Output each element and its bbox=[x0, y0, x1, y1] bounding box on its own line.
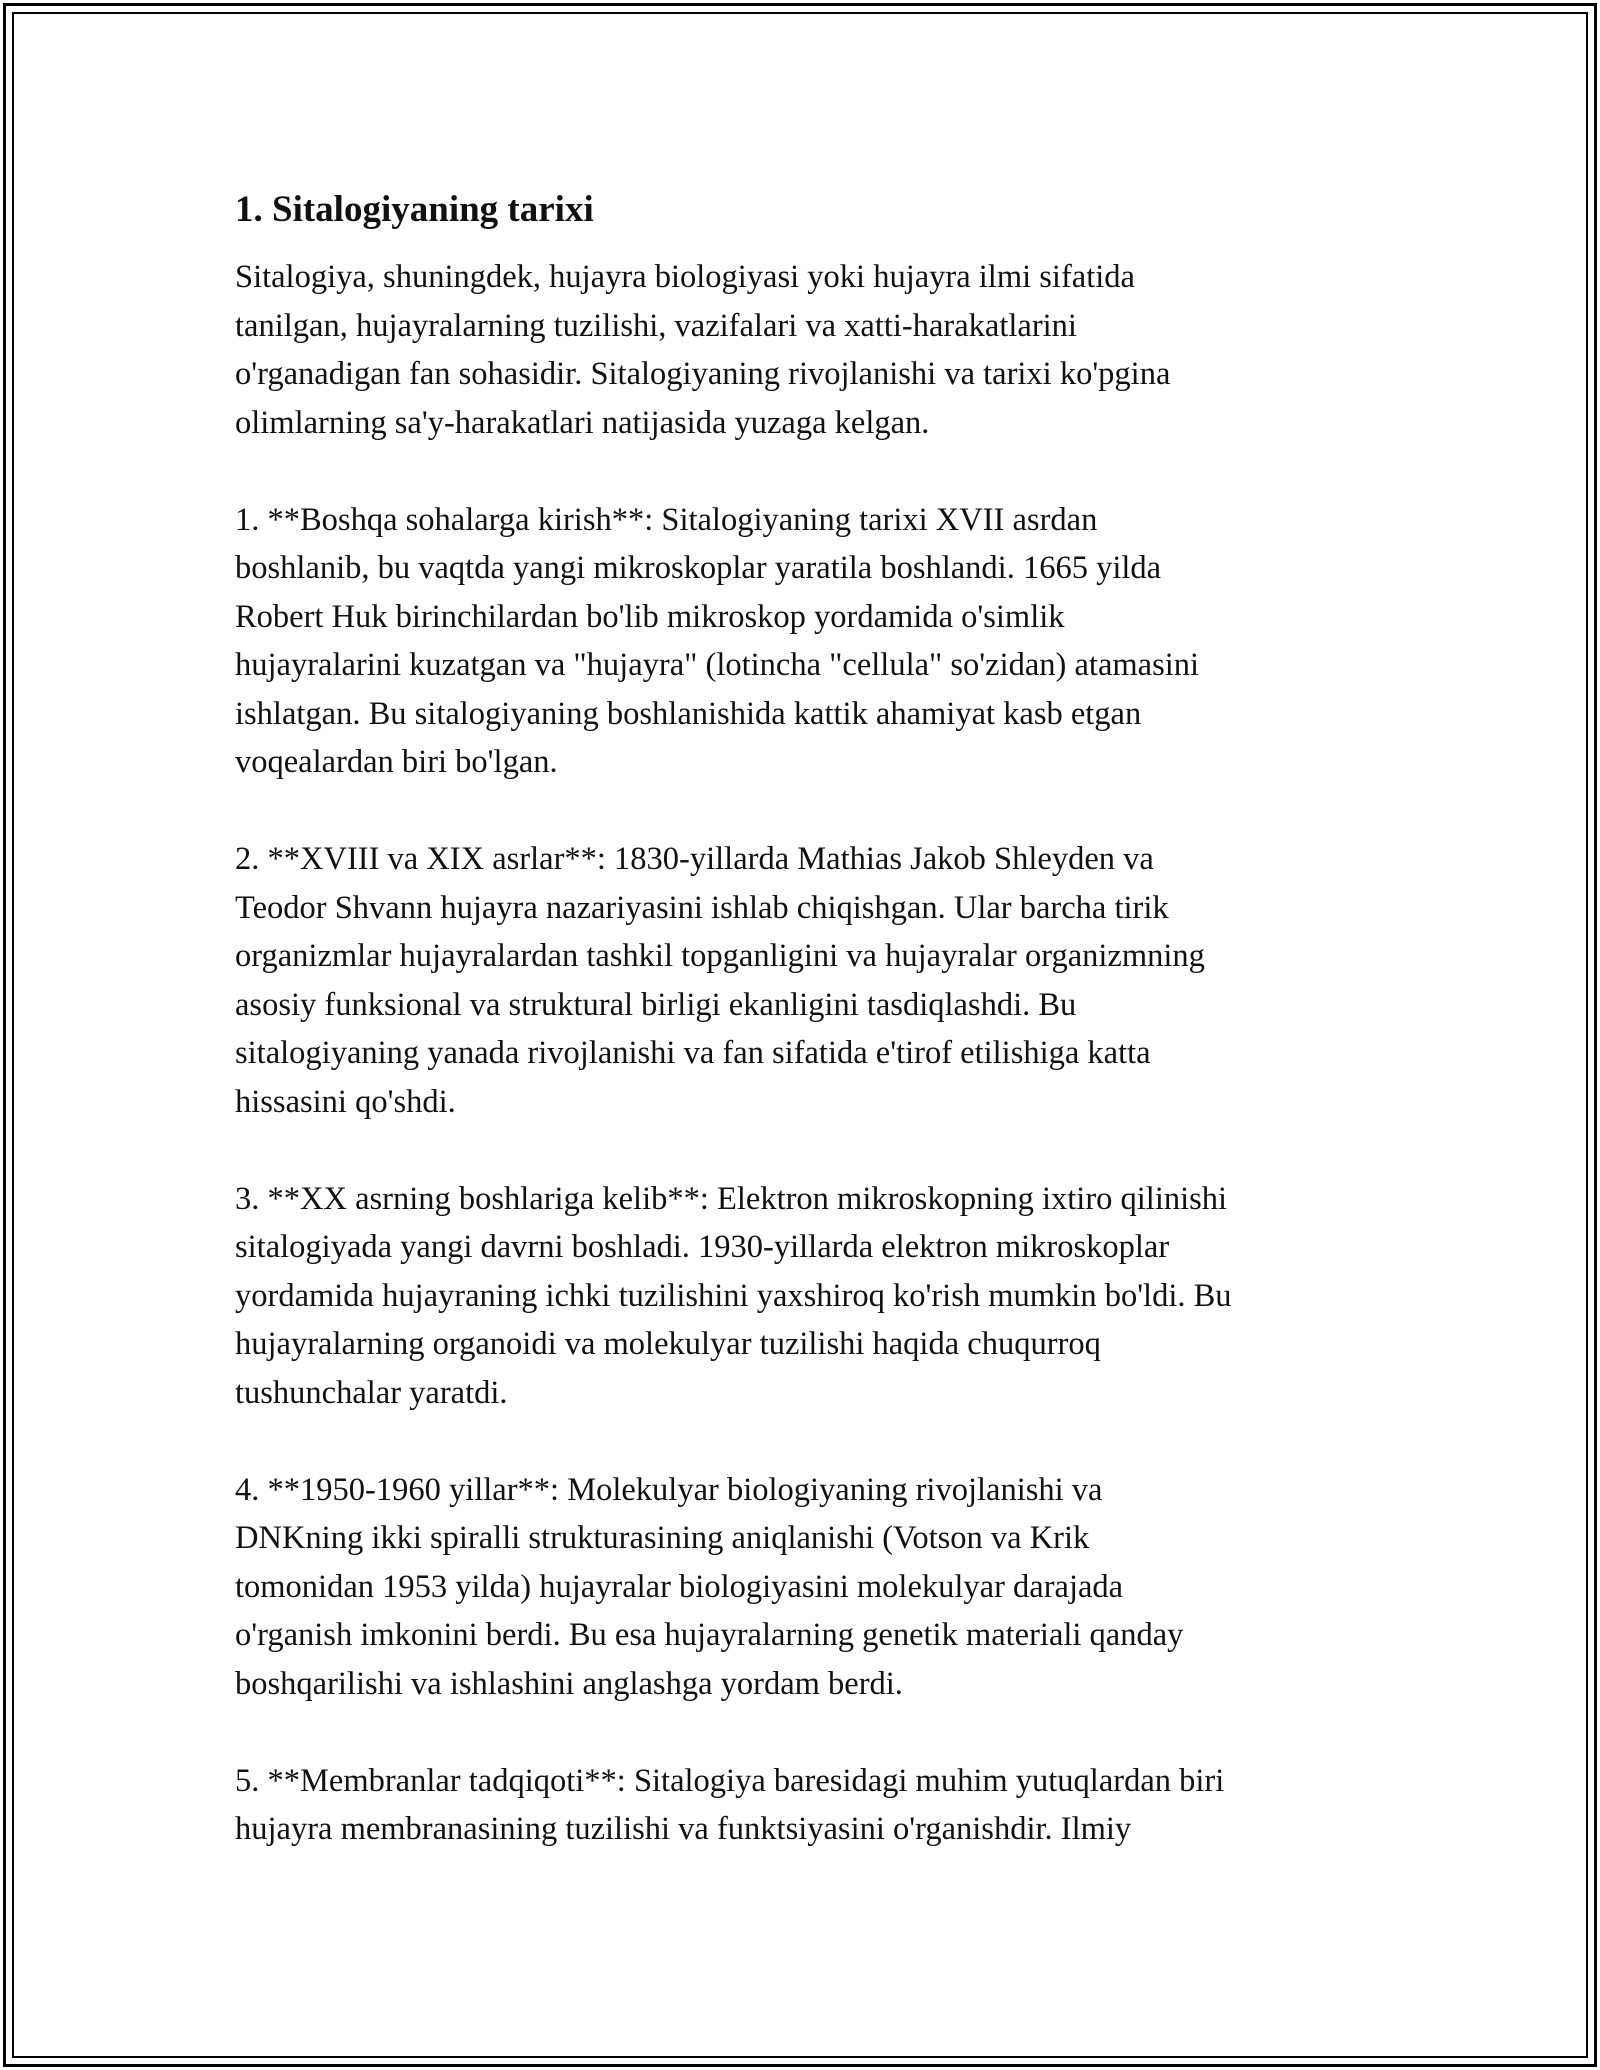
text-line: DNKning ikki spiralli strukturasining aniqlanishi (Votson va Krik bbox=[235, 1520, 1090, 1556]
text-line: sitalogiyaning yanada rivojlanishi va fan sifatida e'tirof etilishiga katta bbox=[235, 1035, 1151, 1071]
text-line: 3. **XX asrning boshlariga kelib**: Elektron mikroskopning ixtiro qilinishi bbox=[235, 1180, 1228, 1217]
list-item-5 bbox=[235, 1757, 1375, 1854]
text-line: tomonidan 1953 yilda) hujayralar biologiyasini molekulyar darajada bbox=[235, 1568, 1124, 1605]
text-line: organizmlar hujayralardan tashkil topganligini va hujayralar organizmning bbox=[235, 938, 1205, 974]
text-line: ishlatgan. Bu sitalogiyaning boshlanishida kattik ahamiyat kasb etgan bbox=[235, 695, 1142, 732]
text-line: Sitalogiya, shuningdek, hujayra biologiyasi yoki hujayra ilmi sifatida bbox=[235, 259, 1135, 295]
text-line: o'rganadigan fan sohasidir. Sitalogiyaning rivojlanishi va tarixi ko'pgina bbox=[235, 356, 1171, 392]
text-line: 4. **1950-1960 yillar**: Molekulyar biologiyaning rivojlanishi va bbox=[235, 1471, 1103, 1508]
text-line: voqealardan biri bo'lgan. bbox=[235, 744, 558, 780]
intro-paragraph bbox=[235, 253, 1375, 447]
text-line: asosiy funksional va struktural birligi ekanligini tasdiqlashdi. Bu bbox=[235, 986, 1077, 1023]
text-line: Teodor Shvann hujayra nazariyasini ishlab chiqishgan. Ular barcha tirik bbox=[235, 889, 1169, 926]
text-line: sitalogiyada yangi davrni boshladi. 1930-yillarda elektron mikroskoplar bbox=[235, 1229, 1170, 1265]
text-line: 2. **XVIII va XIX asrlar**: 1830-yillarda Mathias Jakob Shleyden va bbox=[235, 841, 1154, 877]
text-line: olimlarning sa'y-harakatlari natijasida yuzaga kelgan. bbox=[235, 404, 930, 441]
text-line: 5. **Membranlar tadqiqoti**: Sitalogiya baresidagi muhim yutuqlardan biri bbox=[235, 1762, 1225, 1799]
section-heading: 1. Sitalogiyaning tarixi bbox=[235, 189, 594, 230]
text-line: boshqarilishi va ishlashini anglashga yordam berdi. bbox=[235, 1665, 903, 1702]
list-item-4 bbox=[235, 1466, 1375, 1709]
text-line: hujayralarini kuzatgan va "hujayra" (lotincha "cellula" so'zidan) atamasini bbox=[235, 647, 1200, 683]
text-line: boshlanib, bu vaqtda yangi mikroskoplar yaratila boshlandi. 1665 yilda bbox=[235, 550, 1162, 586]
document-body bbox=[235, 188, 1375, 1902]
list-item-3 bbox=[235, 1175, 1375, 1418]
text-line: 1. **Boshqa sohalarga kirish**: Sitalogiyaning tarixi XVII asrdan bbox=[235, 501, 1098, 538]
text-line: yordamida hujayraning ichki tuzilishini yaxshiroq ko'rish mumkin bo'ldi. Bu bbox=[235, 1277, 1232, 1314]
text-line: hujayralarning organoidi va molekulyar tuzilishi haqida chuqurroq bbox=[235, 1326, 1101, 1362]
list-item-2 bbox=[235, 835, 1375, 1126]
text-line: tushunchalar yaratdi. bbox=[235, 1374, 508, 1411]
text-line: tanilgan, hujayralarning tuzilishi, vazifalari va xatti-harakatlarini bbox=[235, 307, 1077, 344]
text-line: hujayra membranasining tuzilishi va funktsiyasini o'rganishdir. Ilmiy bbox=[235, 1811, 1132, 1847]
list-item-1 bbox=[235, 496, 1375, 787]
text-line: o'rganish imkonini berdi. Bu esa hujayralarning genetik materiali qanday bbox=[235, 1617, 1184, 1653]
text-line: Robert Huk birinchilardan bo'lib mikroskop yordamida o'simlik bbox=[235, 598, 1065, 635]
text-line: hissasini qo'shdi. bbox=[235, 1083, 456, 1120]
